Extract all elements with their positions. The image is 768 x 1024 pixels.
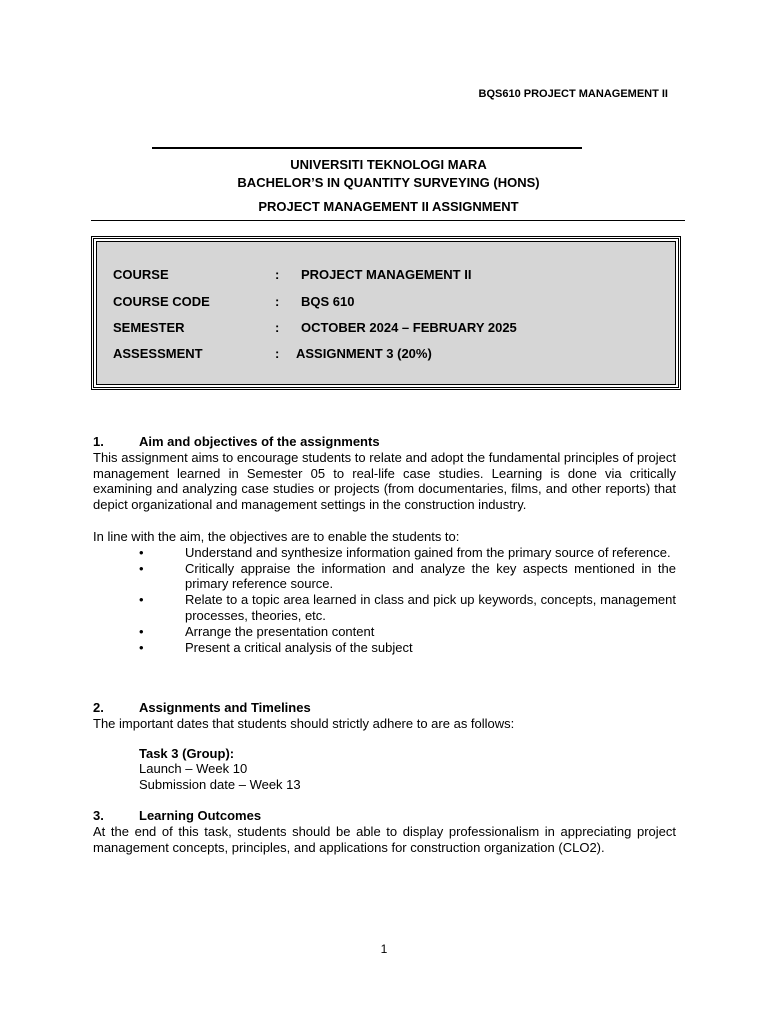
section-number: 1. xyxy=(93,434,104,449)
list-item xyxy=(93,545,676,561)
programme-name: BACHELOR’S IN QUANTITY SURVEYING (HONS) xyxy=(237,175,540,190)
info-value: ASSIGNMENT 3 (20%) xyxy=(296,346,432,361)
section-number: 2. xyxy=(93,700,104,715)
list-item xyxy=(93,561,676,593)
course-info-panel xyxy=(96,241,676,385)
info-separator: : xyxy=(275,267,280,282)
task-submission: Submission date – Week 13 xyxy=(139,777,301,793)
info-separator: : xyxy=(275,346,280,361)
page-number: 1 xyxy=(380,942,388,956)
bullet: • xyxy=(139,639,144,655)
title-top-rule xyxy=(152,147,582,149)
objective-text: Understand and synthesize information gained from the primary source of reference. xyxy=(185,544,671,560)
info-label: SEMESTER xyxy=(113,320,185,335)
outcomes-paragraph: At the end of this task, students should be able to display professionalism in appreciating project management concepts, principles, and applications for construction organization (CLO2). xyxy=(93,823,676,855)
timelines-intro: The important dates that students should strictly adhere to are as follows: xyxy=(93,715,515,731)
task-launch: Launch – Week 10 xyxy=(139,761,248,777)
course-info-box xyxy=(91,236,681,390)
bullet: • xyxy=(139,544,144,560)
objectives-list xyxy=(93,545,676,656)
section-heading xyxy=(93,700,676,716)
info-value: OCTOBER 2024 – FEBRUARY 2025 xyxy=(301,320,517,335)
list-item xyxy=(93,640,676,656)
university-name: UNIVERSITI TEKNOLOGI MARA xyxy=(290,157,487,172)
info-label: COURSE xyxy=(113,267,169,282)
bullet: • xyxy=(139,560,144,576)
title-bottom-rule xyxy=(91,220,685,221)
section-title: Aim and objectives of the assignments xyxy=(139,434,380,449)
info-value: BQS 610 xyxy=(301,294,355,309)
section-heading xyxy=(93,808,676,824)
info-separator: : xyxy=(275,294,280,309)
running-header: BQS610 PROJECT MANAGEMENT II xyxy=(478,88,668,100)
info-label: ASSESSMENT xyxy=(113,346,203,361)
section-title: Learning Outcomes xyxy=(139,808,262,823)
section-timelines xyxy=(93,700,676,793)
task-block xyxy=(93,746,676,793)
objectives-intro: In line with the aim, the objectives are to enable the students to: xyxy=(93,528,460,544)
section-outcomes xyxy=(93,808,676,855)
bullet: • xyxy=(139,592,144,608)
list-item xyxy=(93,624,676,640)
objective-text: Arrange the presentation content xyxy=(185,623,375,639)
aim-paragraph: This assignment aims to encourage students to relate and adopt the fundamental principles of project management learned in Semester 05 to real-life case studies. Learning is done via critically examining and analyzing case studies or projects (from documentaries, films, and other reports) that depict organizational and management settings in the construction industry. xyxy=(93,449,676,513)
title-block xyxy=(92,156,685,216)
task-title: Task 3 (Group): xyxy=(139,745,235,761)
objective-text: Critically appraise the information and analyze the key aspects mentioned in the primary reference source. xyxy=(185,560,676,592)
section-aims xyxy=(93,434,676,655)
info-value: PROJECT MANAGEMENT II xyxy=(301,267,472,282)
bullet: • xyxy=(139,623,144,639)
section-heading xyxy=(93,434,676,450)
objective-text: Relate to a topic area learned in class and pick up keywords, concepts, management processes, theories, etc. xyxy=(185,592,676,623)
info-label: COURSE CODE xyxy=(113,294,210,309)
info-separator: : xyxy=(275,320,280,335)
list-item xyxy=(93,592,676,624)
objective-text: Present a critical analysis of the subject xyxy=(185,639,413,655)
section-number: 3. xyxy=(93,808,104,823)
section-title: Assignments and Timelines xyxy=(139,700,311,715)
assignment-title: PROJECT MANAGEMENT II ASSIGNMENT xyxy=(258,199,519,214)
